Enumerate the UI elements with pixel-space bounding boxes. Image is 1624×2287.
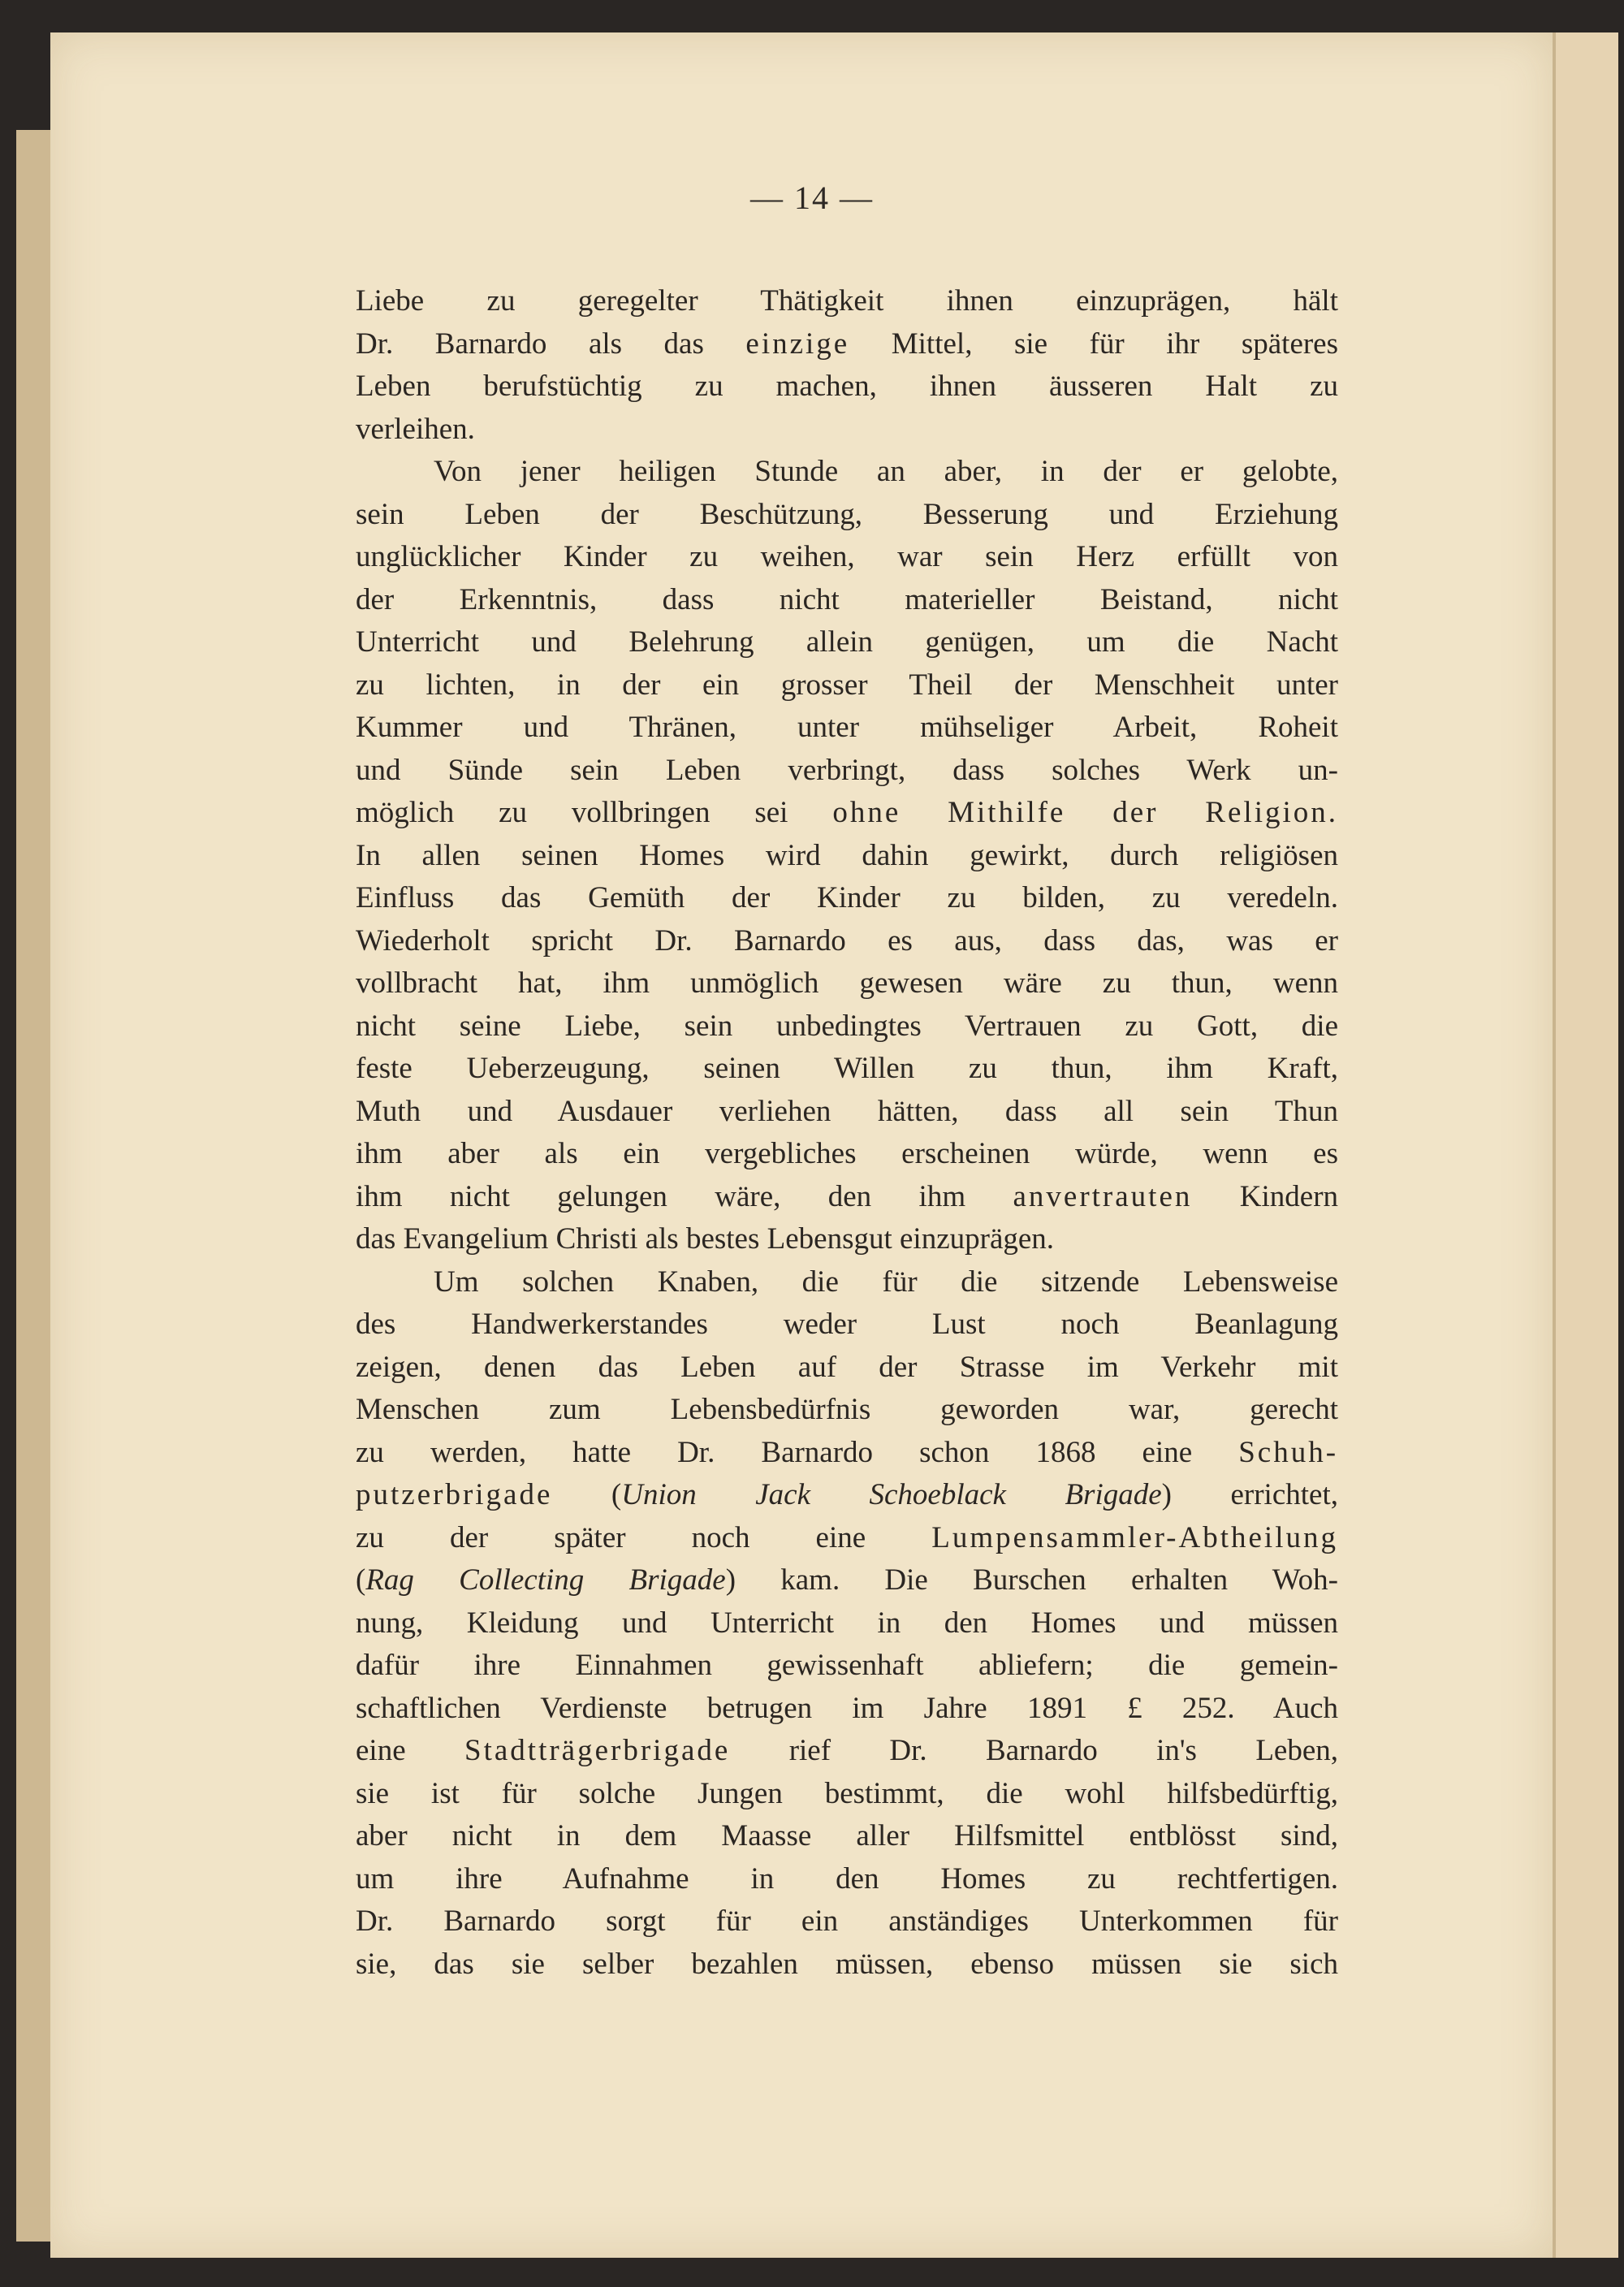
text-line: und Sünde sein Leben verbringt, dass solches Werk un-	[356, 753, 1338, 787]
text-line: sie ist für solche Jungen bestimmt, die wohl hilfsbedürftig,	[356, 1776, 1338, 1810]
text-line: um ihre Aufnahme in den Homes zu rechtfertigen.	[356, 1861, 1338, 1896]
text-line: unglücklicher Kinder zu weihen, war sein Herz erfüllt von	[356, 540, 1338, 573]
text-line: ihm aber als ein vergebliches erscheinen würde, wenn es	[356, 1137, 1338, 1170]
text-line: zu lichten, in der ein grosser Theil der Menschheit unter	[356, 668, 1338, 702]
body-text	[356, 280, 1338, 1986]
text-line: Kummer und Thränen, unter mühseliger Arbeit, Roheit	[356, 711, 1338, 744]
text-line: Einfluss das Gemüth der Kinder zu bilden, zu veredeln.	[356, 881, 1338, 914]
text-line: putzerbrigade (Union Jack Schoeblack Brigade) errichtet,	[356, 1478, 1338, 1511]
text-line: Dr. Barnardo sorgt für ein anständiges Unterkommen für	[356, 1904, 1338, 1938]
text-line: In allen seinen Homes wird dahin gewirkt, durch religiösen	[356, 838, 1338, 872]
text-line: der Erkenntnis, dass nicht materieller Beistand, nicht	[356, 582, 1338, 616]
text-line: nung, Kleidung und Unterricht in den Homes und müssen	[356, 1606, 1338, 1640]
text-line: verleihen.	[356, 412, 475, 446]
text-line: sein Leben der Beschützung, Besserung und Erziehung	[356, 497, 1338, 531]
text-line: Um solchen Knaben, die für die sitzende Lebensweise	[434, 1265, 1338, 1299]
text-line: (Rag Collecting Brigade) kam. Die Burschen erhalten Woh-	[356, 1563, 1339, 1597]
text-line: Wiederholt spricht Dr. Barnardo es aus, dass das, was er	[356, 923, 1338, 958]
text-line: eine Stadtträgerbrigade rief Dr. Barnardo in's Leben,	[356, 1734, 1339, 1767]
text-line: sie, das sie selber bezahlen müssen, ebenso müssen sie sich	[356, 1947, 1338, 1981]
text-line: das Evangelium Christi als bestes Lebensgut einzuprägen.	[356, 1222, 1055, 1256]
text-line: des Handwerkerstandes weder Lust noch Beanlagung	[356, 1308, 1338, 1341]
text-line: vollbracht hat, ihm unmöglich gewesen wäre zu thun, wenn	[356, 966, 1338, 1000]
page-number: — 14 —	[750, 179, 874, 216]
text-line: aber nicht in dem Maasse aller Hilfsmittel entblösst sind,	[356, 1819, 1338, 1853]
text-line: Von jener heiligen Stunde an aber, in der er gelobte,	[434, 455, 1338, 488]
text-line: Muth und Ausdauer verliehen hätten, dass all sein Thun	[356, 1094, 1338, 1128]
text-line: ihm nicht gelungen wäre, den ihm anvertrauten Kindern	[356, 1179, 1339, 1213]
text-line: feste Ueberzeugung, seinen Willen zu thun, ihm Kraft,	[356, 1052, 1338, 1085]
text-line: möglich zu vollbringen sei ohne Mithilfe der Religion.	[356, 796, 1339, 829]
text-line: zu der später noch eine Lumpensammler-Abtheilung	[356, 1520, 1338, 1554]
text-line: nicht seine Liebe, sein unbedingtes Vertrauen zu Gott, die	[356, 1009, 1338, 1043]
text-line: zeigen, denen das Leben auf der Strasse im Verkehr mit	[356, 1350, 1338, 1384]
text-line: zu werden, hatte Dr. Barnardo schon 1868 eine Schuh-	[356, 1435, 1339, 1469]
text-line: Dr. Barnardo als das einzige Mittel, sie für ihr späteres	[356, 326, 1339, 361]
text-line: dafür ihre Einnahmen gewissenhaft abliefern; die gemein-	[356, 1649, 1338, 1682]
text-line: Menschen zum Lebensbedürfnis geworden war, gerecht	[356, 1393, 1338, 1426]
text-line: Liebe zu geregelter Thätigkeit ihnen einzuprägen, hält	[356, 284, 1338, 318]
text-line: schaftlichen Verdienste betrugen im Jahre 1891 £ 252. Auch	[356, 1691, 1338, 1725]
text-line: Unterricht und Belehrung allein genügen, um die Nacht	[356, 625, 1338, 659]
text-line: Leben berufstüchtig zu machen, ihnen äusseren Halt zu	[356, 370, 1338, 403]
